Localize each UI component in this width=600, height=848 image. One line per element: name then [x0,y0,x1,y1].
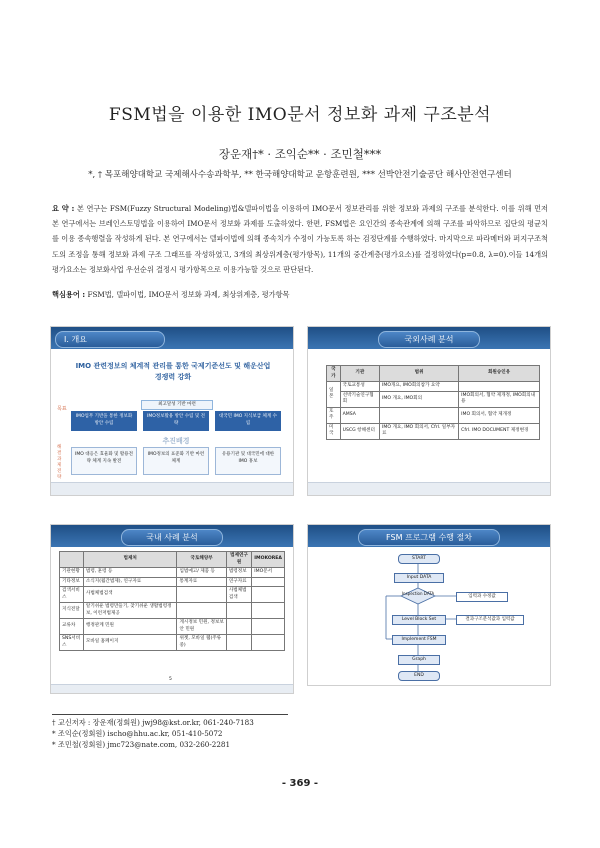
table-row [60,619,285,635]
domestic-cases-table [59,551,285,651]
abstract-label: 요 약 : [52,204,75,213]
table-row [327,423,540,439]
table-cell: 입법예고/ 제품 등 [177,568,226,578]
table-cell: 게시정보 민원, 정보보안 민원 [177,619,226,635]
affiliation: *, † 목포해양대학교 국제해사수송과학부, ** 한국해양대학교 운항훈련원, *** 선박안전기술공단 해사안전연구센터 [88,170,512,180]
table-row [60,568,285,578]
table-cell: 법령, 훈령 등 [83,568,177,578]
footnote: † 교신저자 : 장운재(정회원) jwj98@kst.or.kr, 061-240-7183 [52,718,254,727]
authors: 장운재†* · 조익순** · 조민철*** [218,147,382,161]
table-cell: 법령정보 [226,568,251,578]
strategy-item: 유용기관 및 대국민에 대한 IMO 홍보 [215,447,281,475]
table-cell: 호주 [327,407,341,423]
flow-step-input: Input DATA [394,573,444,583]
table-cell: 교류차 [60,619,84,635]
flow-side-note: 결과구조분석값과 입력값 [456,615,524,625]
table-cell: 미국 [327,423,341,439]
footnotes [52,717,254,750]
abstract-text: 본 연구는 FSM(Fuzzy Structural Modeling)법&델파이법을 이용하여 IMO문서 정보관리를 위한 정보화 과제의 구조를 분석한다. 이를 위해 먼저 본 연구에서는 브레인스토밍법을 이용하여 IMO문서 정보화 과제를 도출하였다. 한편, FSM법은 요인간의 종속관계에 의해 구조를 파악하므로 집단의 평균치를 이용 종속행렬을 작성하게 된다. 본 연구에서는 델파이법에 의해 종속치가 수정이 가능토록 하는 검정단계를 수행하였다. 마지막으로 파라메터와 퍼지구조척도의 조정을 통해 정보화 과제 구조 그래프를 작성하였고, 3개의 최상위계층(평가항목), 11개의 중간계층(평가요소)를 결정하였다(p=0.8, λ=0).이들 14개의 평가요소는 정보화사업 우선순위 결정시 평가항목으로 이용가능할 것으로 판단된다. [52,204,548,274]
table-cell [380,407,459,423]
table-cell: IMO 개요, IMO회의 [380,391,459,407]
table-cell: 소식지(월간법제), 연구자료 [83,577,177,587]
paper-title: FSM법을 이용한 IMO문서 정보화 과제 구조분석 [108,105,492,125]
slide-page-number: 5 [169,677,172,682]
page-number: - 369 - [281,778,319,789]
table-cell: 지식전달 [60,603,84,619]
table-cell [226,635,251,651]
goal-item: 대국민 IMO 지식보급 체계 수립 [215,411,281,431]
slide-overview-header: Ⅰ. 개요 [55,331,165,348]
table-header-cell: 회원승인유 [459,366,540,382]
table-header-cell: 법제연구원 [226,552,251,568]
strategy-side: 해결과제전략 [57,445,62,480]
abstract [52,201,548,277]
table-cell: 기관현황 [60,568,84,578]
table-cell: 일본 [327,382,341,408]
goal-label: 목표 [57,406,67,412]
goal-row [71,411,285,437]
keywords-text: FSM법, 델파이법, IMO문서 정보화 과제, 최상위계층, 평가항목 [87,290,290,299]
table-cell [252,577,285,587]
table-header-cell: 국가 [327,366,341,382]
table-cell: 통계자료 [177,577,226,587]
table-cell [252,587,285,603]
table-cell: 사법체법검색 [83,587,177,603]
table-cell: 연구자료 [226,577,251,587]
table-cell [252,635,285,651]
mid-label: 최고달성 기반 마련 [141,400,213,410]
table-cell: AMSA [340,407,379,423]
table-cell: IMO문서 [252,568,285,578]
slide-domestic-cases [50,524,294,694]
strategy-label: 추진배경 [162,437,190,445]
flow-step-end: END [398,671,440,681]
foreign-cases-table [326,365,540,440]
table-header-cell [60,552,84,568]
slide-foreign-cases [307,326,551,496]
table-row [327,407,540,423]
table-cell [177,603,226,619]
table-cell: IMO 개요, IMO 회의서, Cfrl. 일부자료 [380,423,459,439]
table-header-cell: 기관 [340,366,379,382]
table-cell [252,619,285,635]
table-cell: 검색서비스 [60,587,84,603]
flow-step-implement: Implement FSM [392,635,446,645]
slide-fsm-procedure [307,524,551,686]
table-header-cell: 법제처 [83,552,177,568]
table-row [60,635,285,651]
table-cell [252,603,285,619]
flow-side-note: 입력과 수정값 [456,592,508,602]
strategy-item: IMO정보의 표준화 기반 마련 체계 [143,447,209,475]
table-cell: Cfrl. IMO DOCUMENT 제정변경 [459,423,540,439]
overview-banner: IMO 관련정보의 체계적 관리를 통한 국제기준선도 및 해운산업 경쟁력 강화 [75,362,271,381]
table-cell: IMO회의서, 협약 제개정, IMO회의내용 [459,391,540,407]
table-cell: 기타정보 [60,577,84,587]
flow-step-start: START [398,554,440,564]
table-cell [226,603,251,619]
table-cell: USCG 항해센터 [340,423,379,439]
flow-step-level: Level Block Set [392,615,446,625]
keywords-label: 핵심용어 : [52,290,86,299]
flow-step-inspection: Inspection DATA [401,591,435,596]
footnote: * 조민철(정회원) jmc723@nate.com, 032-260-2281 [52,740,231,749]
slide-domestic-header: 국내 사례 분석 [121,529,223,546]
slide-foreign-header: 국외사례 분석 [378,331,480,348]
table-row [60,577,285,587]
table-cell [459,382,540,392]
table-cell: 알기쉬운 법령만들기, 찾기쉬운 생활법령정보, 이런저법제공 [83,603,177,619]
goal-item: IMO정보활용 방안 수립 및 전략 [143,411,209,431]
table-cell: IMO개요, IMO회의참가 요약 [380,382,459,392]
goal-item: IMO업무 기반을 통한 정보화 방안 수립 [71,411,137,431]
footnote: * 조익순(정회원) ischo@hhu.ac.kr, 051-410-5072 [52,729,223,738]
table-header-cell: IMOKOREA [252,552,285,568]
table-cell: IMO 회의서, 협약 제개정 [459,407,540,423]
slide-fsm-header: FSM 프로그램 수행 절차 [358,529,500,546]
strategy-item: IMO 대응은 효율화 및 활용전략 체계 지속 발전 [71,447,137,475]
table-cell: 모바일 홈페이지 [83,635,177,651]
table-cell [226,619,251,635]
slide-overview [50,326,294,496]
table-cell: 사법체법검색 [226,587,251,603]
table-row [60,587,285,603]
footnote-divider [52,714,288,715]
table-row [60,603,285,619]
table-cell: 위젯, 모바일 웹(주류중) [177,635,226,651]
flow-step-graph: Graph [398,655,440,665]
table-header-cell: 국토해양부 [177,552,226,568]
table-header-cell: 범위 [380,366,459,382]
table-cell [177,587,226,603]
table-cell: 선박기술연구협회 [340,391,379,407]
strategy-row [71,447,285,479]
table-cell: 국토교통성 [340,382,379,392]
table-cell: 행정관계 민원 [83,619,177,635]
table-cell: SNS서비스 [60,635,84,651]
keywords [52,290,548,300]
table-row [327,382,540,392]
table-row [327,391,540,407]
